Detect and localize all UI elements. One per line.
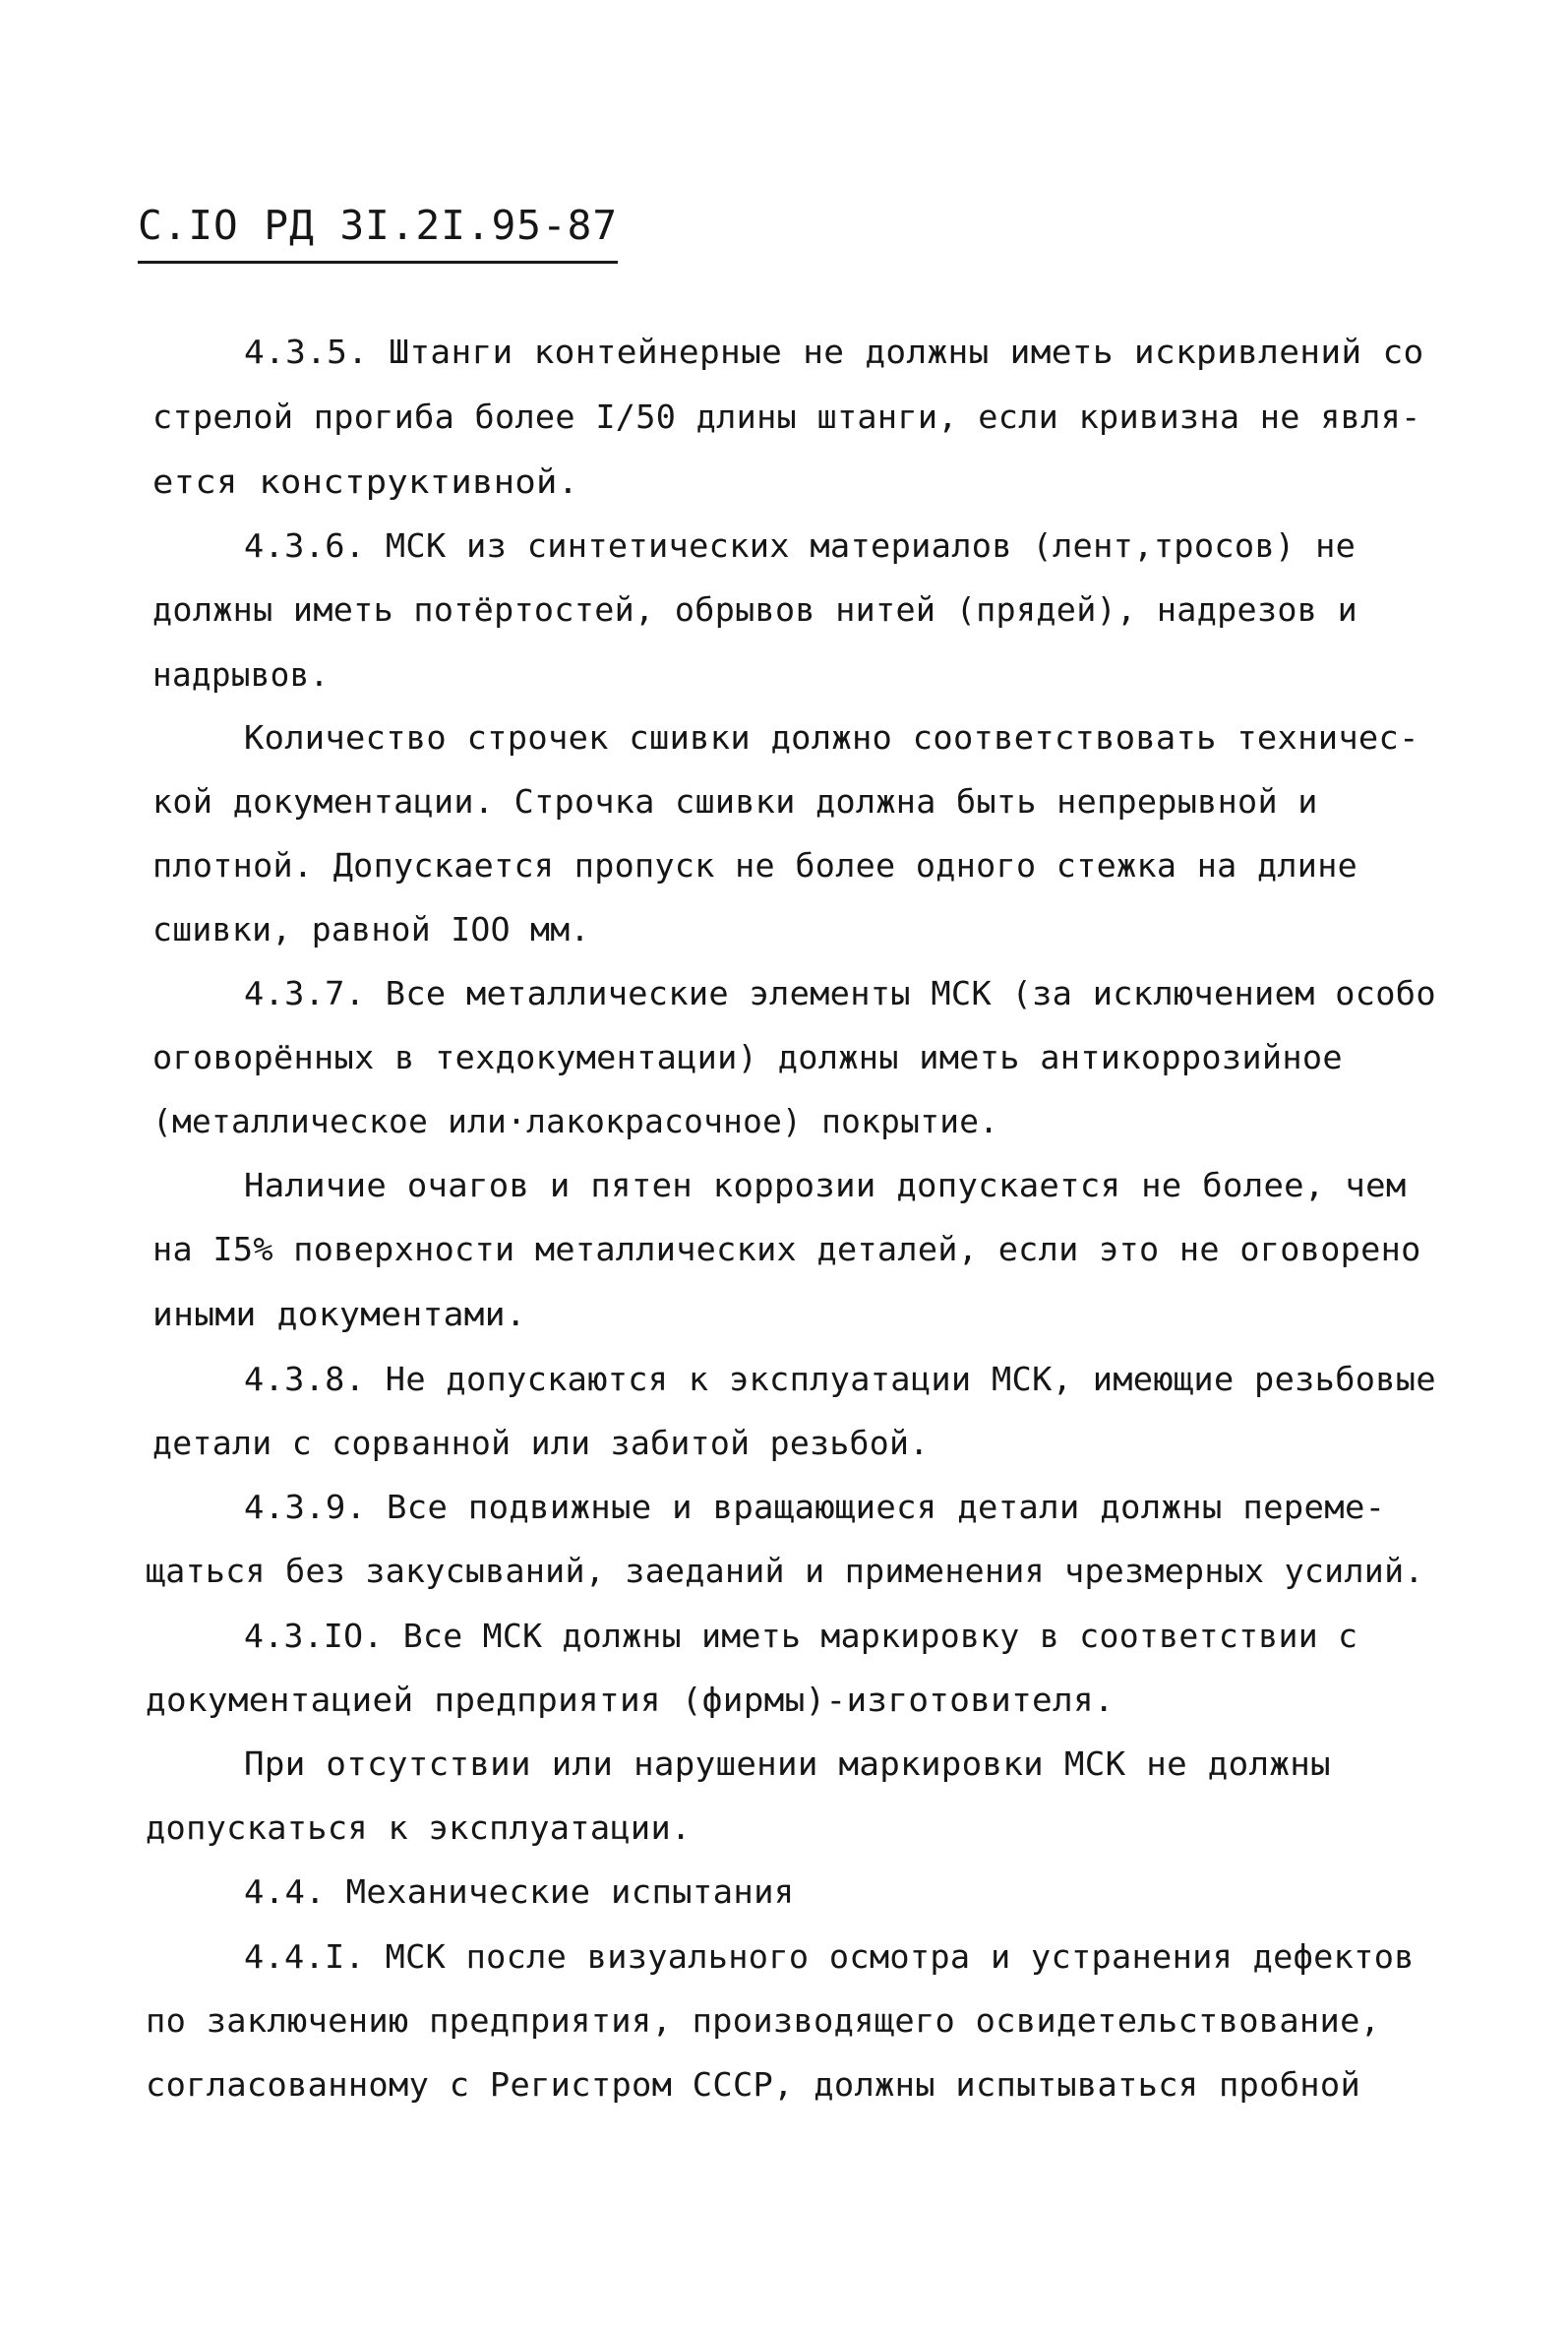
- body-line: иными документами.: [152, 1295, 527, 1333]
- body-line: 4.3.6. МСК из синтетических материалов (лент,тросов) не: [244, 526, 1357, 565]
- body-line: 4.3.9. Все подвижные и вращающиеся детали должны переме-: [244, 1488, 1386, 1526]
- body-line: 4.3.7. Все металлические элементы МСК (за исключением особо: [244, 974, 1436, 1012]
- body-line: должны иметь потёртостей, обрывов нитей (прядей), надрезов и: [152, 590, 1358, 629]
- body-line: 4.3.8. Не допускаются к эксплуатации МСК, имеющие резьбовые: [244, 1360, 1436, 1398]
- body-line: надрывов.: [152, 655, 330, 694]
- body-line: 4.3.5. Штанги контейнерные не должны иметь искривлений со: [244, 333, 1424, 371]
- page-header: С.IO РД 3I.2I.95-87: [138, 202, 618, 264]
- body-line: При отсутствии или нарушении маркировки МСК не должны: [244, 1744, 1331, 1783]
- body-line: допускаться к эксплуатации.: [146, 1808, 692, 1847]
- body-line: по заключению предприятия, производящего освидетельствование,: [146, 2001, 1381, 2040]
- body-line: (металлическое или·лакокрасочное) покрытие.: [152, 1102, 999, 1140]
- body-line: 4.4.I. МСК после визуального осмотра и устранения дефектов: [244, 1937, 1415, 1976]
- body-line: документацией предприятия (фирмы)-изготовителя.: [146, 1681, 1115, 1719]
- body-line: щаться без закусываний, заеданий и применения чрезмерных усилий.: [146, 1552, 1424, 1590]
- body-line: согласованному с Регистром СССР, должны испытываться пробной: [146, 2065, 1361, 2104]
- body-line: сшивки, равной IOO мм.: [152, 910, 590, 948]
- body-line: детали с сорванной или забитой резьбой.: [152, 1424, 930, 1462]
- body-line: на I5% поверхности металлических деталей, если это не оговорено: [152, 1230, 1421, 1268]
- body-line: оговорённых в техдокументации) должны иметь антикоррозийное: [152, 1038, 1343, 1076]
- body-line: 4.3.IO. Все МСК должны иметь маркировку в соответствии с: [244, 1617, 1358, 1655]
- section-heading: 4.4. Механические испытания: [244, 1872, 795, 1911]
- body-line: стрелой прогиба более I/50 длины штанги, если кривизна не явля-: [152, 398, 1421, 436]
- body-line: ется конструктивной.: [152, 462, 579, 501]
- body-line: Количество строчек сшивки должно соответствовать техничес-: [244, 718, 1419, 757]
- body-line: плотной. Допускается пропуск не более одного стежка на длине: [152, 846, 1358, 885]
- body-line: кой документации. Строчка сшивки должна быть непрерывной и: [152, 782, 1318, 821]
- body-line: Наличие очагов и пятен коррозии допускается не более, чем: [244, 1166, 1407, 1204]
